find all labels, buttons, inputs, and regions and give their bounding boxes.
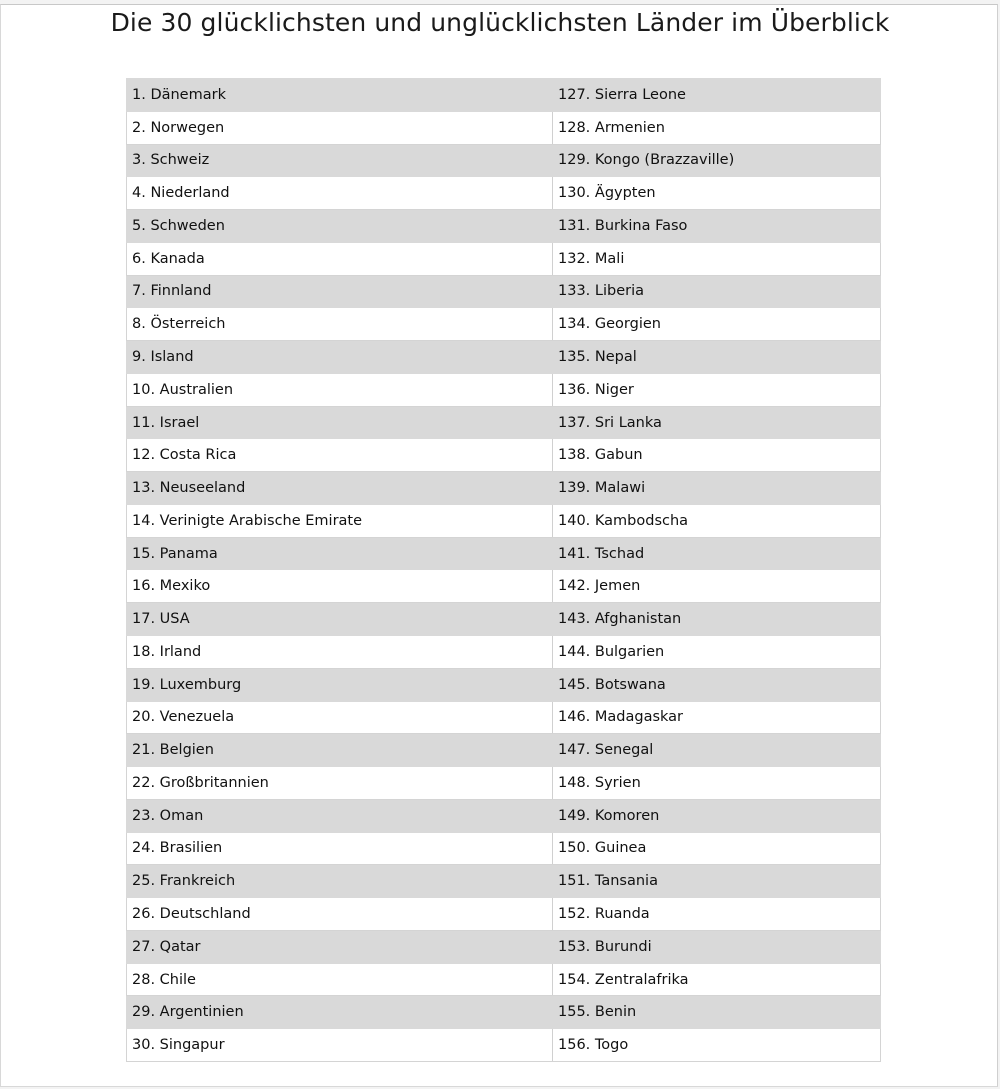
- happiest-country-cell: 15. Panama: [127, 537, 553, 570]
- table-row: [127, 144, 881, 177]
- unhappiest-country-cell: 156. Togo: [553, 1029, 881, 1062]
- table-row: [127, 767, 881, 800]
- country-ranking-table: [126, 78, 881, 1062]
- unhappiest-country-cell: 129. Kongo (Brazzaville): [553, 144, 881, 177]
- table-row: [127, 242, 881, 275]
- unhappiest-country-cell: 144. Bulgarien: [553, 636, 881, 669]
- table-row: [127, 734, 881, 767]
- table-row: [127, 177, 881, 210]
- unhappiest-country-cell: 127. Sierra Leone: [553, 79, 881, 112]
- happiest-country-cell: 4. Niederland: [127, 177, 553, 210]
- happiest-country-cell: 22. Großbritannien: [127, 767, 553, 800]
- happiest-country-cell: 8. Österreich: [127, 308, 553, 341]
- unhappiest-country-cell: 142. Jemen: [553, 570, 881, 603]
- unhappiest-country-cell: 135. Nepal: [553, 341, 881, 374]
- unhappiest-country-cell: 137. Sri Lanka: [553, 406, 881, 439]
- happiest-country-cell: 28. Chile: [127, 963, 553, 996]
- unhappiest-country-cell: 132. Mali: [553, 242, 881, 275]
- happiest-country-cell: 27. Qatar: [127, 930, 553, 963]
- happiest-country-cell: 24. Brasilien: [127, 832, 553, 865]
- happiest-country-cell: 20. Venezuela: [127, 701, 553, 734]
- table-row: [127, 275, 881, 308]
- unhappiest-country-cell: 141. Tschad: [553, 537, 881, 570]
- table-row: [127, 832, 881, 865]
- table-row: [127, 504, 881, 537]
- ranking-table-body: [127, 79, 881, 1062]
- happiest-country-cell: 29. Argentinien: [127, 996, 553, 1029]
- happiest-country-cell: 6. Kanada: [127, 242, 553, 275]
- happiest-country-cell: 13. Neuseeland: [127, 472, 553, 505]
- table-row: [127, 373, 881, 406]
- table-row: [127, 963, 881, 996]
- happiest-country-cell: 1. Dänemark: [127, 79, 553, 112]
- happiest-country-cell: 7. Finnland: [127, 275, 553, 308]
- unhappiest-country-cell: 128. Armenien: [553, 111, 881, 144]
- table-row: [127, 341, 881, 374]
- happiest-country-cell: 9. Island: [127, 341, 553, 374]
- happiest-country-cell: 18. Irland: [127, 636, 553, 669]
- unhappiest-country-cell: 140. Kambodscha: [553, 504, 881, 537]
- happiest-country-cell: 26. Deutschland: [127, 898, 553, 931]
- unhappiest-country-cell: 146. Madagaskar: [553, 701, 881, 734]
- table-row: [127, 472, 881, 505]
- table-row: [127, 570, 881, 603]
- table-row: [127, 930, 881, 963]
- table-row: [127, 898, 881, 931]
- table-row: [127, 636, 881, 669]
- table-row: [127, 603, 881, 636]
- unhappiest-country-cell: 155. Benin: [553, 996, 881, 1029]
- happiest-country-cell: 14. Verinigte Arabische Emirate: [127, 504, 553, 537]
- unhappiest-country-cell: 138. Gabun: [553, 439, 881, 472]
- table-row: [127, 701, 881, 734]
- happiest-country-cell: 21. Belgien: [127, 734, 553, 767]
- unhappiest-country-cell: 143. Afghanistan: [553, 603, 881, 636]
- table-row: [127, 996, 881, 1029]
- happiest-country-cell: 11. Israel: [127, 406, 553, 439]
- table-row: [127, 308, 881, 341]
- unhappiest-country-cell: 131. Burkina Faso: [553, 210, 881, 243]
- happiest-country-cell: 19. Luxemburg: [127, 668, 553, 701]
- table-row: [127, 865, 881, 898]
- happiest-country-cell: 2. Norwegen: [127, 111, 553, 144]
- unhappiest-country-cell: 139. Malawi: [553, 472, 881, 505]
- table-row: [127, 668, 881, 701]
- unhappiest-country-cell: 151. Tansania: [553, 865, 881, 898]
- page-title: Die 30 glücklichsten und unglücklichsten Länder im Überblick: [110, 8, 890, 37]
- happiest-country-cell: 25. Frankreich: [127, 865, 553, 898]
- table-row: [127, 537, 881, 570]
- unhappiest-country-cell: 147. Senegal: [553, 734, 881, 767]
- happiest-country-cell: 17. USA: [127, 603, 553, 636]
- happiest-country-cell: 10. Australien: [127, 373, 553, 406]
- table-row: [127, 1029, 881, 1062]
- happiest-country-cell: 16. Mexiko: [127, 570, 553, 603]
- unhappiest-country-cell: 152. Ruanda: [553, 898, 881, 931]
- happiest-country-cell: 5. Schweden: [127, 210, 553, 243]
- happiest-country-cell: 3. Schweiz: [127, 144, 553, 177]
- unhappiest-country-cell: 150. Guinea: [553, 832, 881, 865]
- unhappiest-country-cell: 136. Niger: [553, 373, 881, 406]
- happiest-country-cell: 12. Costa Rica: [127, 439, 553, 472]
- unhappiest-country-cell: 145. Botswana: [553, 668, 881, 701]
- table-row: [127, 406, 881, 439]
- unhappiest-country-cell: 154. Zentralafrika: [553, 963, 881, 996]
- unhappiest-country-cell: 153. Burundi: [553, 930, 881, 963]
- table-row: [127, 111, 881, 144]
- unhappiest-country-cell: 130. Ägypten: [553, 177, 881, 210]
- happiest-country-cell: 23. Oman: [127, 799, 553, 832]
- unhappiest-country-cell: 148. Syrien: [553, 767, 881, 800]
- table-row: [127, 79, 881, 112]
- unhappiest-country-cell: 133. Liberia: [553, 275, 881, 308]
- unhappiest-country-cell: 134. Georgien: [553, 308, 881, 341]
- unhappiest-country-cell: 149. Komoren: [553, 799, 881, 832]
- table-row: [127, 439, 881, 472]
- table-row: [127, 799, 881, 832]
- table-row: [127, 210, 881, 243]
- happiest-country-cell: 30. Singapur: [127, 1029, 553, 1062]
